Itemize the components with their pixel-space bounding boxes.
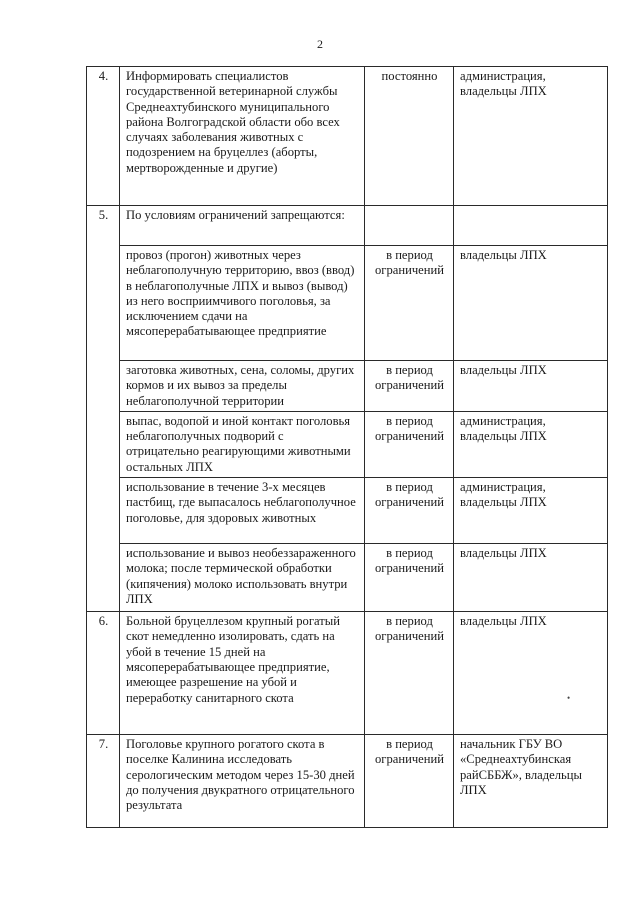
table-row — [87, 478, 608, 544]
term-cell: в период ограничений — [365, 735, 454, 828]
responsible-cell: владельцы ЛПХ — [454, 361, 608, 412]
action-cell: заготовка животных, сена, соломы, других кормов и их вывоз за пределы неблагополучной территории — [120, 361, 365, 412]
term-cell: в период ограничений — [365, 478, 454, 544]
action-cell: выпас, водопой и иной контакт поголовья неблагополучных подворий с отрицательно реагирующими животными остальных ЛПХ — [120, 411, 365, 477]
action-cell: Информировать специалистов государственной ветеринарной службы Среднеахтубинского муниципального района Волгоградской области обо всех случаях заболевания животных с подозрением на бруцеллез (аборты, мертворожденные и другие) — [120, 67, 365, 206]
action-cell: Поголовье крупного рогатого скота в поселке Калинина исследовать серологическим методом через 15-30 дней до получения двукратного отрицательного результата — [120, 735, 365, 828]
responsible-cell — [454, 206, 608, 246]
term-cell: в период ограничений — [365, 612, 454, 735]
term-cell: в период ограничений — [365, 361, 454, 412]
responsible-cell: администрация, владельцы ЛПХ — [454, 411, 608, 477]
action-cell: По условиям ограничений запрещаются: — [120, 206, 365, 246]
table-row — [87, 361, 608, 412]
responsible-cell: владельцы ЛПХ — [454, 246, 608, 361]
term-cell: в период ограничений — [365, 246, 454, 361]
action-cell: использование и вывоз необеззараженного молока; после термической обработки (кипячения) молоко использовать внутри ЛПХ — [120, 544, 365, 612]
responsible-cell: начальник ГБУ ВО «Среднеахтубинская райСББЖ», владельцы ЛПХ — [454, 735, 608, 828]
term-cell: постоянно — [365, 67, 454, 206]
table-row — [87, 411, 608, 477]
table-row — [87, 206, 608, 246]
measures-table — [86, 66, 608, 828]
action-cell: использование в течение 3-х месяцев пастбищ, где выпасалось неблагополучное поголовье, для здоровых животных — [120, 478, 365, 544]
row-number: 4. — [87, 67, 120, 206]
term-cell: в период ограничений — [365, 544, 454, 612]
scan-speck: • — [567, 693, 571, 703]
action-cell: Больной бруцеллезом крупный рогатый скот немедленно изолировать, сдать на убой в течение 15 дней на мясоперерабатывающее предприятие, имеющее разрешение на убой и переработку санитарного скота — [120, 612, 365, 735]
table-row — [87, 67, 608, 206]
row-number: 6. — [87, 612, 120, 735]
row-number: 5. — [87, 206, 120, 612]
term-cell: в период ограничений — [365, 411, 454, 477]
table-row — [87, 544, 608, 612]
table-row — [87, 735, 608, 828]
term-cell — [365, 206, 454, 246]
action-cell: провоз (прогон) животных через неблагополучную территорию, ввоз (ввод) в неблагополучные ЛПХ и вывоз (вывод) из него восприимчивого поголовья, за исключением сдачи на мясоперерабатывающее предприятие — [120, 246, 365, 361]
responsible-cell: администрация, владельцы ЛПХ — [454, 478, 608, 544]
page-number: 2 — [317, 37, 323, 51]
table-row — [87, 246, 608, 361]
table-row — [87, 612, 608, 735]
responsible-cell: владельцы ЛПХ — [454, 612, 608, 735]
row-number: 7. — [87, 735, 120, 828]
responsible-cell: владельцы ЛПХ — [454, 544, 608, 612]
responsible-cell: администрация, владельцы ЛПХ — [454, 67, 608, 206]
